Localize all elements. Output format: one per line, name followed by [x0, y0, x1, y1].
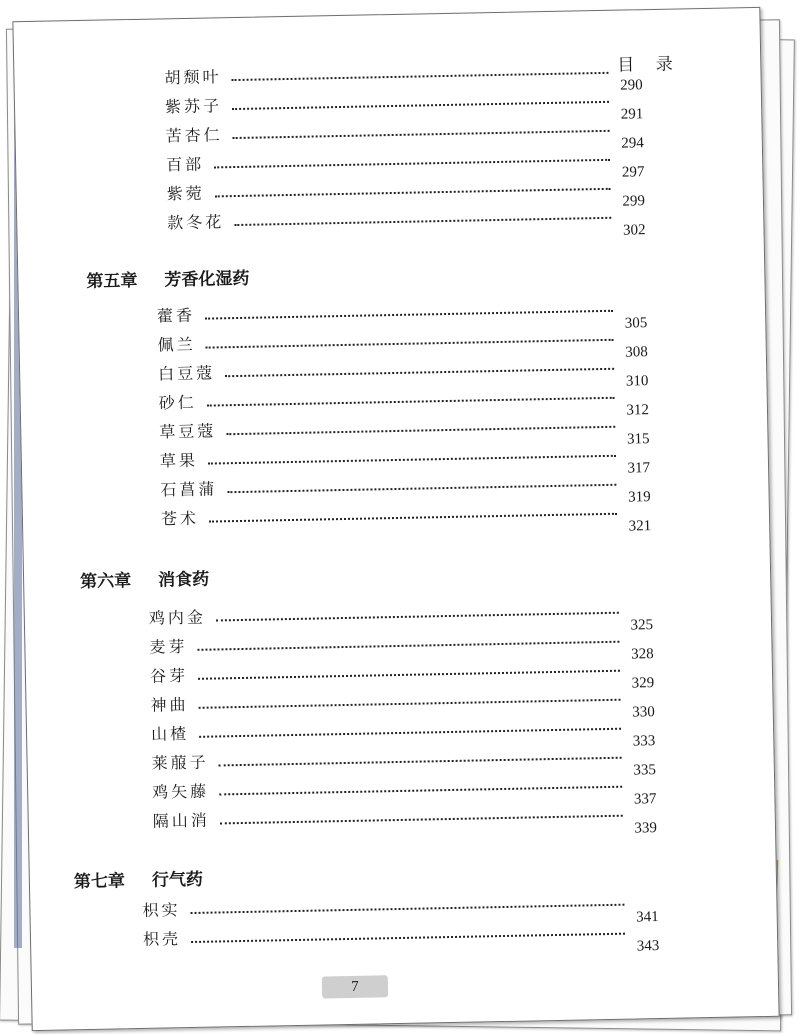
dot-leader	[206, 338, 614, 349]
dot-leader	[219, 785, 622, 796]
entry-page: 319	[627, 489, 651, 506]
entry-name: 藿香	[156, 305, 196, 326]
entry-page: 329	[631, 675, 655, 692]
entry-name: 谷芽	[149, 666, 189, 686]
toc-entry	[167, 199, 646, 239]
dot-leader	[232, 71, 609, 81]
chapter-heading	[86, 264, 249, 292]
dot-leader	[209, 512, 617, 523]
chapter-number: 第七章	[73, 871, 126, 893]
entry-name: 紫苏子	[164, 96, 223, 117]
entry-name: 草豆蔻	[159, 421, 217, 442]
entry-name: 枳壳	[142, 929, 182, 949]
chapter-number: 第六章	[79, 571, 132, 593]
entry-page: 290	[620, 77, 643, 94]
toc-entry	[160, 495, 652, 535]
entry-name: 白豆蔻	[157, 363, 216, 384]
entry-page: 341	[636, 909, 659, 926]
dot-leader	[220, 814, 623, 825]
dot-leader	[216, 611, 619, 622]
entry-page: 302	[622, 222, 646, 239]
chapter-title: 消食药	[157, 569, 210, 591]
entry-page: 343	[636, 938, 660, 955]
entry-name: 款冬花	[167, 212, 225, 233]
entry-name: 莱菔子	[151, 752, 209, 773]
dot-leader	[226, 425, 615, 435]
dot-leader	[225, 367, 614, 377]
dot-leader	[208, 454, 616, 465]
dot-leader	[205, 309, 613, 320]
entry-page: 335	[633, 762, 657, 779]
dot-leader	[232, 100, 609, 110]
toc-entry	[152, 797, 658, 837]
chapter-title: 行气药	[151, 869, 204, 891]
entry-name: 神曲	[150, 695, 189, 715]
entry-name: 枳实	[142, 900, 181, 920]
entry-name: 紫菀	[166, 183, 205, 204]
dot-leader	[233, 129, 610, 139]
entry-name: 石菖蒲	[160, 479, 218, 500]
dot-leader	[197, 640, 619, 651]
entry-page: 308	[625, 344, 648, 361]
page-number-badge: 7	[322, 975, 388, 998]
chapter-number: 第五章	[86, 270, 138, 292]
dot-leader	[214, 158, 610, 169]
dot-leader	[207, 396, 615, 407]
entry-page: 321	[628, 518, 652, 535]
entry-page: 310	[625, 373, 649, 390]
entry-name: 山楂	[150, 724, 190, 744]
dot-leader	[199, 727, 621, 738]
chapter-title: 芳香化湿药	[164, 268, 250, 291]
entry-name: 麦芽	[149, 637, 188, 657]
entry-page: 291	[620, 106, 644, 123]
entry-name: 砂仁	[158, 392, 197, 413]
entry-page: 312	[626, 402, 650, 419]
entry-name: 隔山消	[152, 810, 210, 831]
entry-page: 294	[621, 135, 644, 152]
entry-page: 315	[626, 431, 650, 448]
dot-leader	[191, 932, 625, 943]
entry-page: 305	[624, 315, 648, 332]
dot-leader	[199, 698, 621, 709]
dot-leader	[234, 216, 611, 226]
entry-page: 339	[634, 820, 658, 837]
entry-name: 佩兰	[157, 334, 196, 355]
entry-name: 鸡矢藤	[152, 781, 210, 802]
entry-page: 299	[622, 193, 646, 210]
dot-leader	[191, 903, 625, 914]
entry-name: 苍术	[160, 508, 200, 529]
toc-page	[12, 7, 779, 1031]
chapter-heading	[80, 565, 209, 592]
entry-name: 草果	[159, 450, 199, 471]
page-header-title: 目 录	[617, 54, 681, 76]
entry-page: 297	[621, 164, 645, 181]
dot-leader	[198, 669, 620, 680]
entry-page: 325	[630, 617, 654, 634]
entry-page: 317	[627, 460, 651, 477]
entry-name: 苦杏仁	[165, 125, 223, 146]
entry-name: 鸡内金	[148, 607, 207, 628]
entry-page: 330	[632, 704, 655, 721]
entry-name: 百部	[165, 154, 205, 175]
entry-page: 333	[632, 733, 656, 750]
dot-leader	[227, 483, 616, 493]
chapter-heading	[74, 865, 203, 892]
dot-leader	[219, 756, 622, 767]
entry-page: 328	[630, 646, 654, 663]
dot-leader	[215, 187, 611, 198]
entry-page: 337	[633, 791, 657, 808]
entry-name: 胡颓叶	[164, 67, 222, 88]
